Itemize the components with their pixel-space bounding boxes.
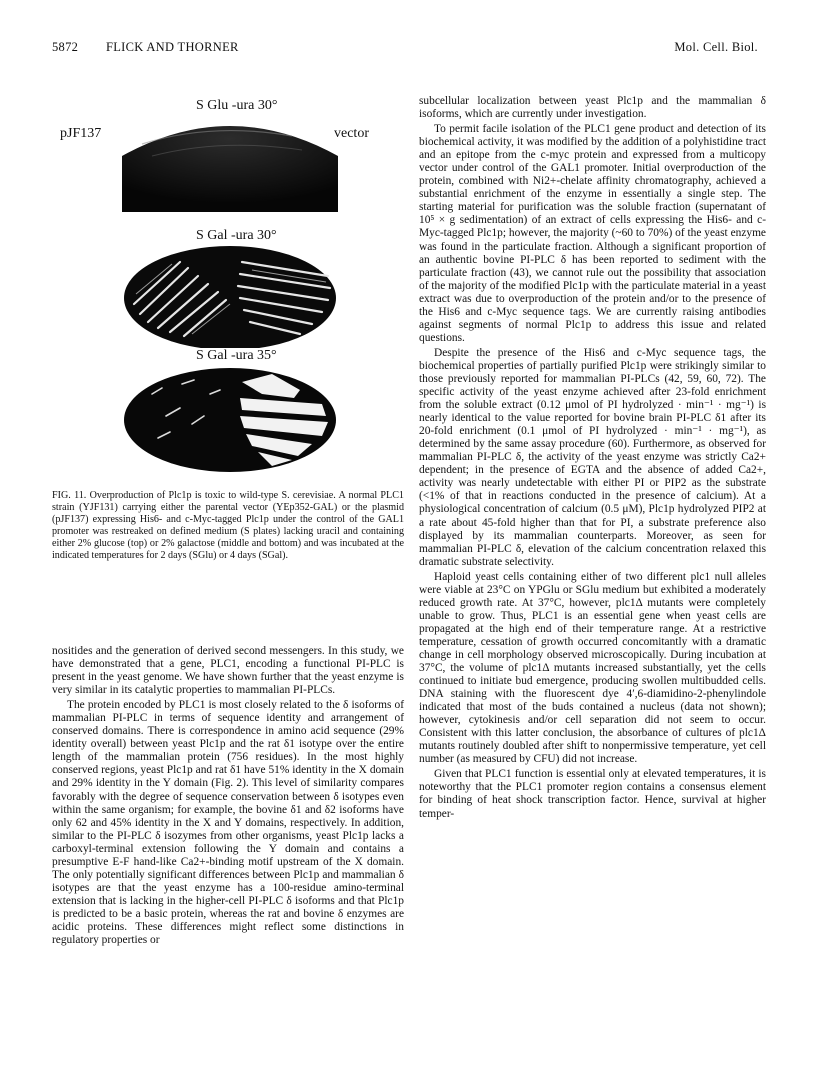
left-paragraph-2: The protein encoded by PLC1 is most closely related to the δ isoforms of mammalian PI-PLC in terms of sequence identity and arrangement of conserved domains. There is correspondence in amino acid sequence (29% identity overall) between yeast Plc1p and the rat δ1 isotype over the entire length of the mammalian protein (756 residues). In the most highly conserved regions, yeast Plc1p and rat δ1 have 51% identity in the X domain and 29% identity in the Y domain (Fig. 2). This level of similarity compares favorably with the degree of sequence conservation between δ isotypes even within the same organism; for example, the bovine δ1 and δ2 isoforms have only 62 and 45% identity in the X and Y domains, respectively. In addition, similar to the PI-PLC δ isozymes from other organisms, yeast Plc1p lacks a carboxyl-terminal extension following the Y domain and contains a presumptive E-F hand-like Ca2+-binding motif upstream of the X domain. The only potentially significant differences between Plc1p and mammalian δ isotypes are that the yeast enzyme has a 100-residue amino-terminal extension that is lacking in the higher-cell PI-PLC δ isoforms and that Plc1p is predicted to be a basic protein, whereas the rat and bovine δ enzymes are acidic proteins. These differences might reflect some distinctions in regulatory properties or — [52, 699, 404, 947]
caption-figure-number: FIG. 11. — [52, 490, 87, 501]
journal-name: Mol. Cell. Biol. — [674, 40, 758, 54]
page-number: 5872 — [52, 40, 79, 54]
panel-label-glu-30: S Glu -ura 30° — [196, 98, 278, 113]
right-paragraph-2: To permit facile isolation of the PLC1 gene product and detection of its biochemical activity, it was modified by the addition of a polyhistidine tract and an epitope from the c-myc protein and expressed from a multicopy vector under control of the GAL1 promoter. Initial overproduction of the protein, combined with Ni2+-chelate affinity chromatography, achieved a substantial enrichment of the enzyme in essentially a single step. The starting material for purification was the soluble fraction (supernatant of 10⁵ × g sedimentation) of an extract of cells expressing the His6- and c-Myc-tagged Plc1p; however, the majority (~60 to 70%) of the yeast enzyme was found in the particulate fraction. Although a significant proportion of an authentic bovine PI-PLC δ has been reported to sediment with the particulate fraction (43), we cannot rule out the possibility that association of the majority of the modified Plc1p with the particulate material in a yeast extract was due to overproduction of the protein and/or to the presence of the His6 and c-Myc sequence tags. We are currently raising antibodies against segments of normal Plc1p to address this issue and related questions. — [419, 123, 766, 344]
panel-label-gal-35: S Gal -ura 35° — [196, 348, 277, 363]
running-authors: FLICK AND THORNER — [106, 40, 239, 54]
figure-11 — [52, 92, 404, 482]
right-column-text — [419, 95, 766, 821]
left-paragraph-1: nositides and the generation of derived second messengers. In this study, we have demonstrated that a gene, PLC1, encoding a functional PI-PLC is present in the yeast genome. We have shown further that the yeast enzyme is very similar in its catalytic properties to mammalian PI-PLCs. — [52, 645, 404, 697]
strain-label-pjf137: pJF137 — [60, 126, 102, 141]
running-header — [52, 40, 758, 60]
right-paragraph-4: Haploid yeast cells containing either of two different plc1 null alleles were viable at 23°C on YPGlu or SGlu medium but exhibited a moderately reduced growth rate. At 37°C, however, plc1Δ mutants were completely unable to grow. Thus, PLC1 is an essential gene when yeast cells are propagated at the high end of their temperature range. At a restrictive temperature, cessation of growth occurred concomitantly with a dramatic change in cell morphology observed microscopically. During incubation at 37°C, the volume of plc1Δ mutants increased substantially, yet the cells continued to initiate bud emergence, producing swollen multibudded cells. DNA staining with the fluorescent dye 4′,6-diamidino-2-phenylindole indicated that most of the buds contained a nucleus (data not shown); however, cytokinesis and/or cell separation did not seem to occur. Consistent with this latter conclusion, the absorbance of cultures of plc1Δ mutants routinely doubled after shift to nonpermissive temperature, yet cell number (as measured by CFU) did not increase. — [419, 570, 766, 766]
left-column-text — [52, 645, 404, 947]
panel-label-gal-30: S Gal -ura 30° — [196, 228, 277, 243]
right-paragraph-3: Despite the presence of the His6 and c-Myc sequence tags, the biochemical properties of partially purified Plc1p were strikingly similar to those previously reported for mammalian PI-PLCs (42, 59, 60, 72). The specific activity of the yeast enzyme achieved after 23-fold enrichment from the soluble extract (0.12 μmol of PI hydrolyzed · min⁻¹ · mg⁻¹) is nearly identical to the value reported for bovine brain PI-PLC δ1 after its 20-fold enrichment (0.1 μmol of PI hydrolyzed · min⁻¹ · mg⁻¹), as determined by the same assay procedure (60). Furthermore, as observed for mammalian PI-PLC δ, the activity of the yeast enzyme was strictly Ca2+ dependent; in the presence of EGTA and the absence of added Ca2+, activity was nearly undetectable with either PI or PIP2 as the substrate (<1% of that in reactions conducted in the presence of calcium). At a physiological concentration of calcium (0.5 μM), Plc1p hydrolyzed PIP2 at a rate about 45-fold higher than that for PI, a substrate preference also displayed by its mammalian counterparts. Moreover, as seen for mammalian PI-PLC δ, elevation of the calcium concentration relaxed this dramatic substrate selectivity. — [419, 346, 766, 568]
plate-photo-glu-30 — [122, 116, 338, 212]
plate-photo-gal-35 — [122, 364, 338, 472]
right-paragraph-1: subcellular localization between yeast Plc1p and the mammalian δ isoforms, which are currently under investigation. — [419, 95, 766, 121]
right-paragraph-5: Given that PLC1 function is essential only at elevated temperatures, it is noteworthy that the PLC1 promoter region contains a consensus element for binding of heat shock transcription factor. Hence, survival at higher temper- — [419, 768, 766, 820]
strain-label-vector: vector — [334, 126, 369, 141]
figure-caption — [52, 490, 404, 561]
caption-text: Overproduction of Plc1p is toxic to wild-type S. cerevisiae. A normal PLC1 strain (YJF131) carrying either the parental vector (YEp352-GAL) or the plasmid (pJF137) expressing His6- and c-Myc-tagged Plc1p under the control of the GAL1 promoter was restreaked on defined medium (S plates) lacking uracil and containing either 2% glucose (top) or 2% galactose (middle and bottom) and was incubated at the indicated temperatures for 2 days (SGlu) or 4 days (SGal). — [52, 490, 404, 561]
plate-photo-gal-30 — [122, 242, 338, 348]
